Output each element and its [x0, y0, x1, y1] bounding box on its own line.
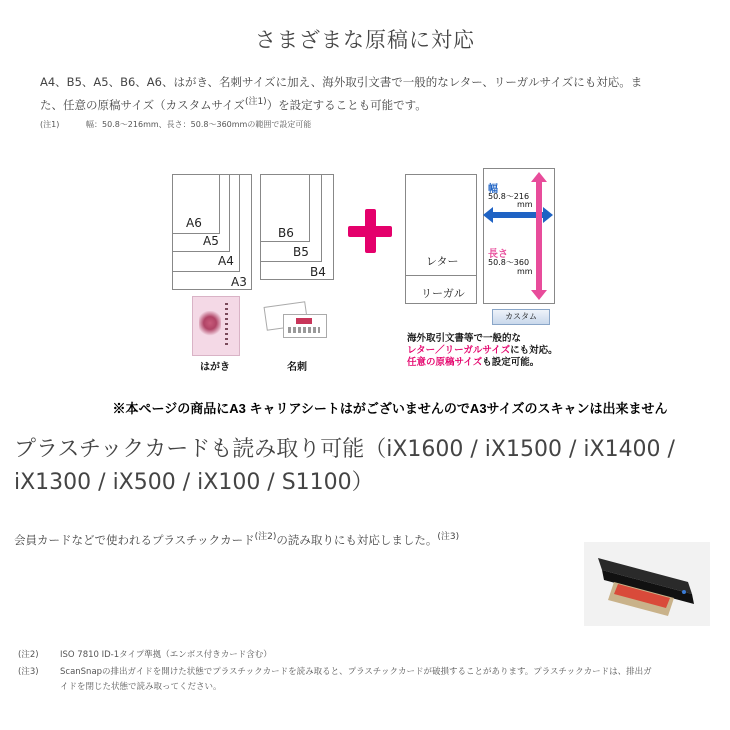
- diagram-caption: [407, 333, 558, 369]
- page-title: さまざまな原稿に対応: [255, 28, 475, 52]
- label-b5: B5: [293, 245, 309, 259]
- note3-ref: (注3): [437, 532, 460, 542]
- section2-heading-line-1: プラスチックカードも読み取り可能（iX1600 / iX1500 / iX1400 /: [14, 437, 675, 462]
- intro-line-1: A4、B5、A5、B6、A6、はがき、名刺サイズに加え、海外取引文書で一般的なレター、リーガルサイズにも対応。ま: [40, 75, 643, 89]
- section2-heading: [14, 433, 714, 499]
- footnote-2-text: ISO 7810 ID-1タイプ準拠（エンボス付きカード含む）: [60, 650, 272, 660]
- note1-text: 幅：50.8〜216mm、長さ：50.8〜360mmの範囲で設定可能: [86, 120, 312, 129]
- custom-button[interactable]: カスタム: [492, 309, 550, 325]
- label-letter: レター: [426, 255, 459, 268]
- caption-line-2-black: にも対応。: [510, 345, 558, 356]
- intro-line-2-end: ）を設定することも可能です。: [266, 97, 427, 112]
- section2-body-text: 会員カードなどで使われるプラスチックカード: [14, 532, 255, 547]
- width-range: 50.8〜216: [488, 192, 530, 201]
- length-unit: mm: [517, 267, 533, 276]
- postcard-label: はがき: [200, 362, 230, 373]
- section2-body-mid: の読み取りにも対応しました。: [276, 532, 438, 547]
- card-text-lines: [288, 327, 320, 333]
- intro-line-2-text: た、任意の原稿サイズ（カスタムサイズ: [40, 97, 245, 112]
- section2-body: [14, 529, 459, 548]
- caption-line-3-black: も設定可能。: [482, 357, 540, 368]
- flower-illustration: [199, 311, 221, 341]
- width-unit: mm: [517, 200, 533, 209]
- length-label: 長さ: [488, 249, 508, 260]
- section2-heading-line-2: iX1300 / iX500 / iX100 / S1100）: [14, 470, 374, 495]
- length-range: 50.8〜360: [488, 258, 530, 267]
- footnote-3-text: [60, 665, 720, 695]
- label-b4: B4: [310, 265, 326, 279]
- letter-divider: [405, 275, 477, 276]
- caption-line-1: 海外取引文書等で一般的な: [407, 333, 522, 344]
- note1-ref: (注1): [244, 97, 267, 107]
- footnote-3-line-1: ScanSnapの排出ガイドを開けた状態でプラスチックカードを読み取ると、プラスチックカードが破損することがあります。プラスチックカードは、排出ガ: [60, 667, 652, 677]
- scanner-illustration: [584, 542, 710, 626]
- a3-warning: ※本ページの商品にA3 キャリアシートはがございませんのでA3サイズのスキャンは出来ません: [112, 401, 668, 416]
- note2-ref: (注2): [254, 532, 277, 542]
- footnote-3-label: (注3): [18, 667, 39, 677]
- footnote-2-label: (注2): [18, 650, 39, 660]
- label-a4: A4: [218, 254, 234, 268]
- postcard-text-lines: [225, 303, 228, 347]
- label-a6: A6: [186, 216, 202, 230]
- footnote-3-line-2: イドを閉じた状態で読み取ってください。: [60, 682, 222, 692]
- scanner-photo: [584, 542, 710, 626]
- label-b6: B6: [278, 226, 294, 240]
- width-label: 幅: [488, 184, 498, 195]
- label-a5: A5: [203, 234, 219, 248]
- caption-line-3-red: 任意の原稿サイズ: [407, 357, 483, 368]
- caption-line-2-red: レター／リーガルサイズ: [407, 345, 511, 356]
- plus-icon: [365, 209, 376, 253]
- label-legal: リーガル: [421, 287, 465, 300]
- label-a3: A3: [231, 275, 247, 289]
- note1-label: (注1): [40, 120, 60, 129]
- card-logo: [296, 318, 312, 324]
- caption-line-2: [407, 345, 558, 357]
- business-card-front: [283, 314, 327, 338]
- postcard-image: [192, 296, 240, 356]
- caption-line-3: [407, 357, 558, 369]
- business-card-label: 名刺: [287, 362, 307, 373]
